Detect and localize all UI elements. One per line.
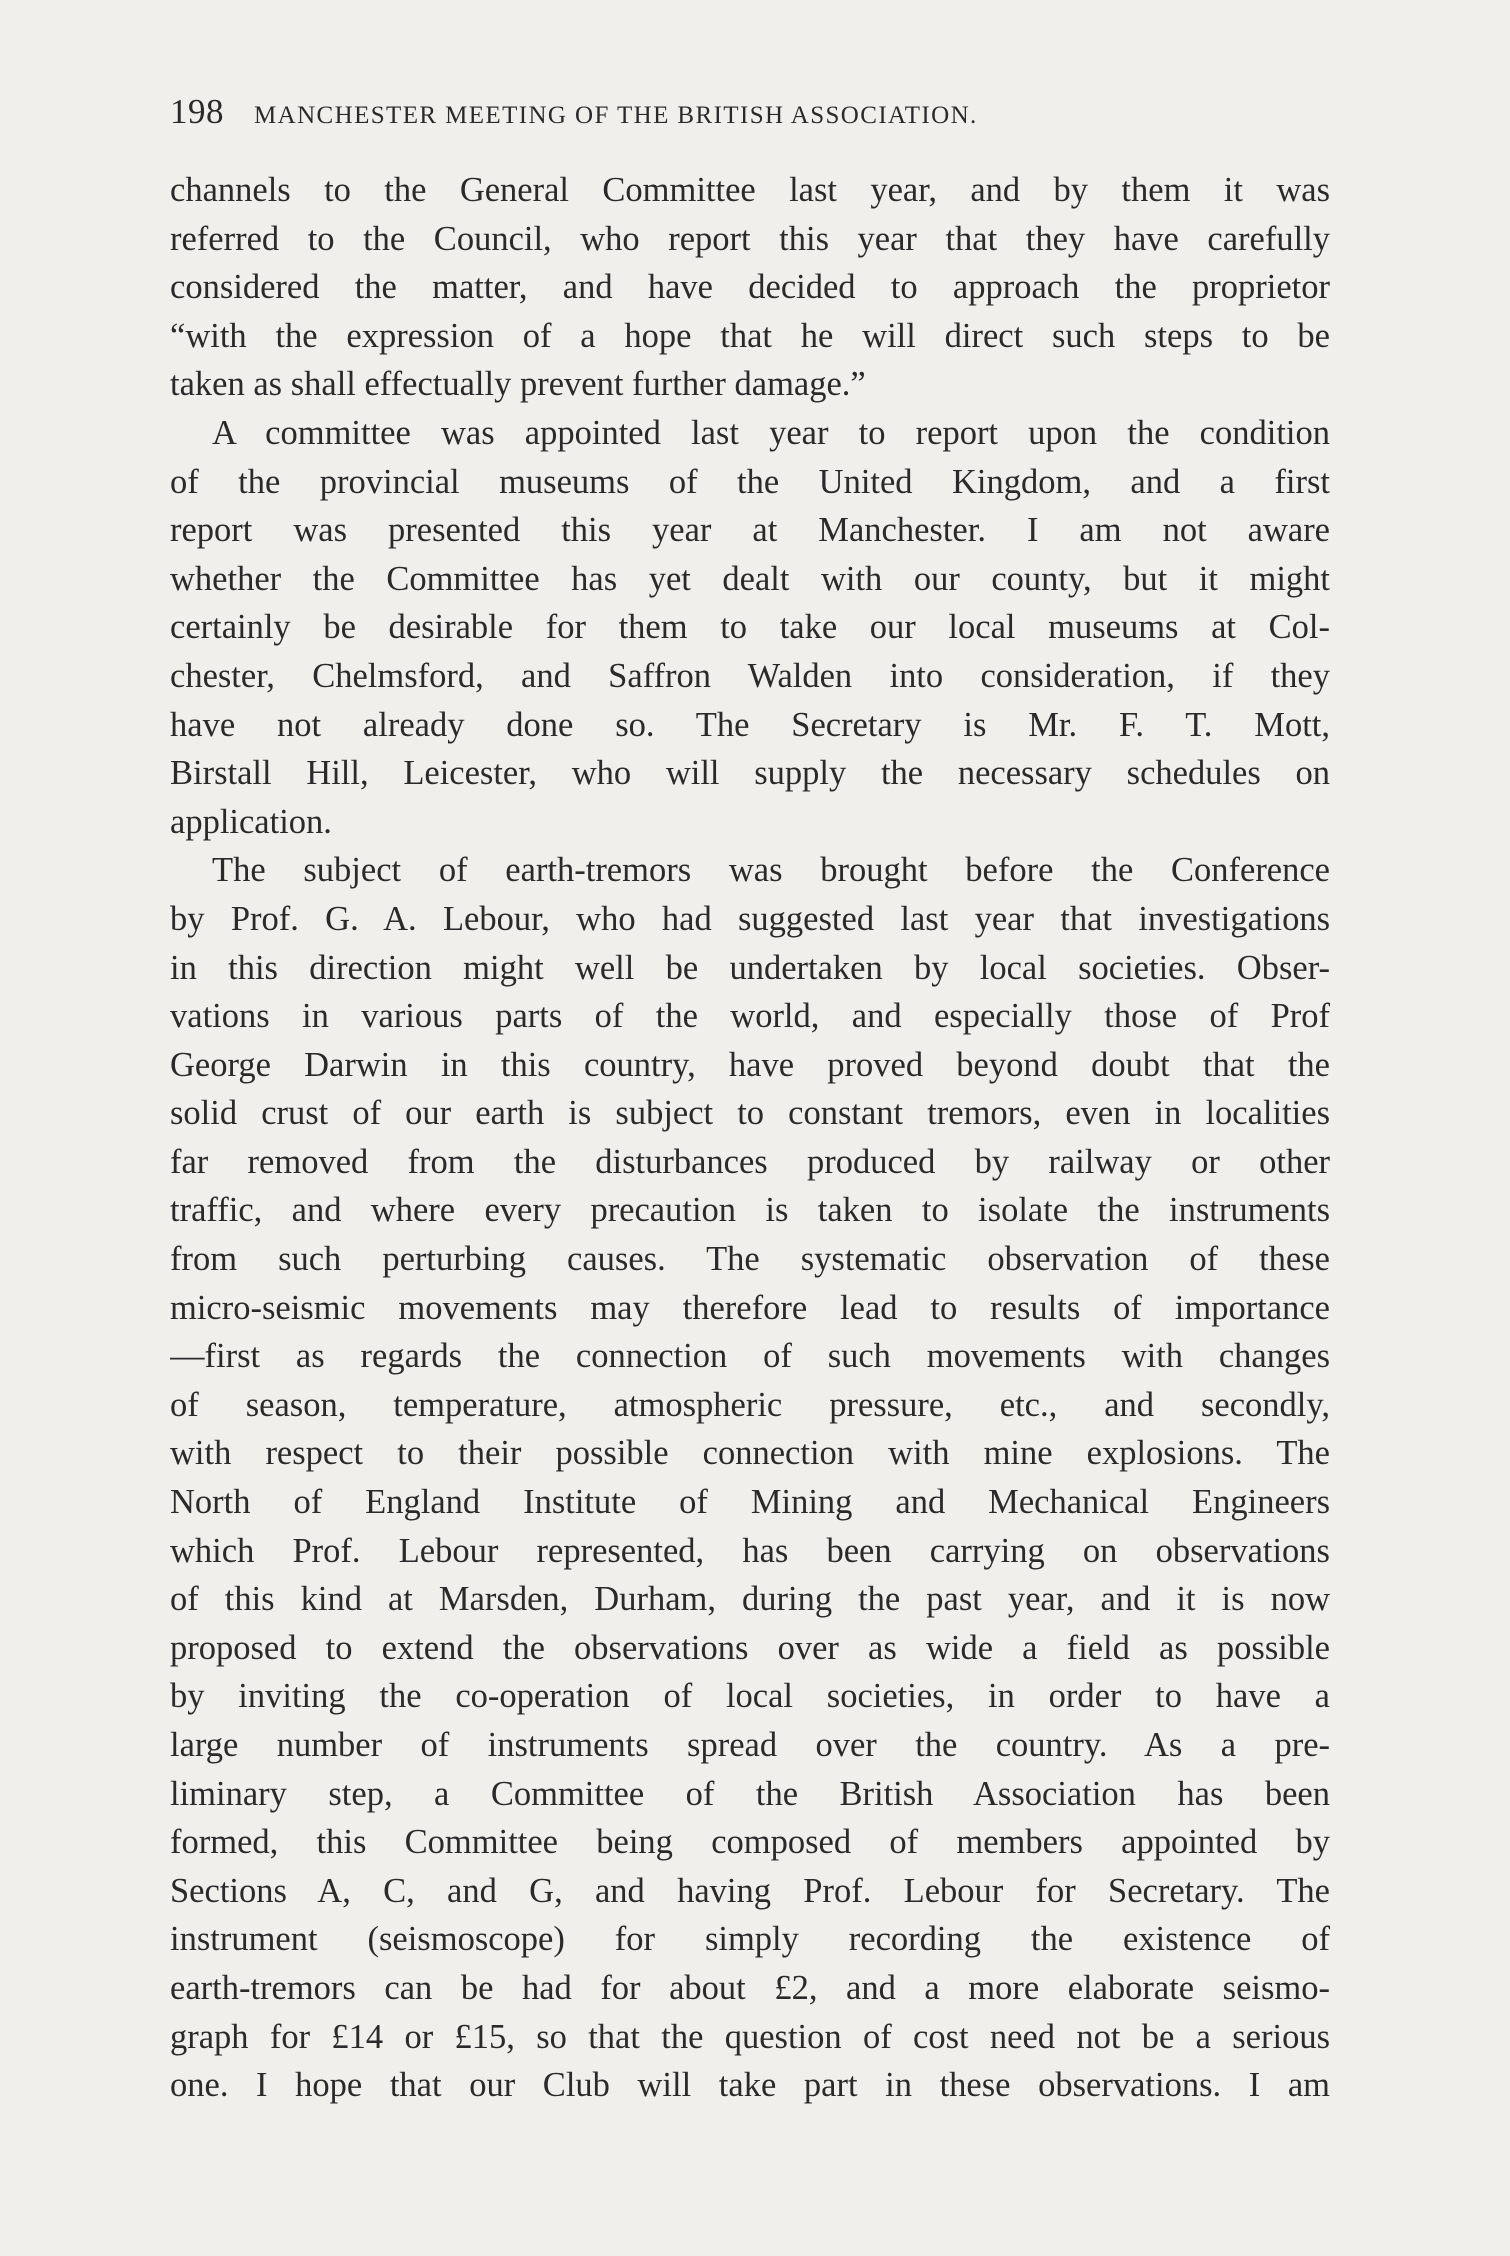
text-line: from such perturbing causes. The systematic observation of these [170, 1240, 1330, 1279]
text-line: with respect to their possible connection with mine explosions. The [170, 1434, 1330, 1473]
text-line: —first as regards the connection of such movements with changes [170, 1337, 1330, 1376]
text-line: chester, Chelmsford, and Saffron Walden into consideration, if they [170, 656, 1330, 695]
text-line: Sections A, C, and G, and having Prof. Lebour for Secretary. The [170, 1871, 1330, 1910]
text-line: considered the matter, and have decided to approach the proprietor [170, 268, 1330, 307]
text-line: George Darwin in this country, have proved beyond doubt that the [170, 1045, 1330, 1084]
text-line: by Prof. G. A. Lebour, who had suggested last year that investigations [170, 899, 1330, 938]
text-line: solid crust of our earth is subject to constant tremors, even in localities [170, 1094, 1330, 1133]
body-text [170, 166, 1330, 2110]
text-line: referred to the Council, who report this year that they have carefully [170, 219, 1330, 258]
text-line: one. I hope that our Club will take part in these observations. I am [170, 2066, 1330, 2105]
text-line: large number of instruments spread over the country. As a pre- [170, 1726, 1330, 1764]
page-header [170, 92, 1330, 132]
text-line: by inviting the co-operation of local societies, in order to have a [170, 1677, 1330, 1716]
text-line: traffic, and where every precaution is taken to isolate the instruments [170, 1191, 1330, 1230]
text-line: liminary step, a Committee of the British Association has been [170, 1774, 1330, 1813]
text-line: in this direction might well be undertaken by local societies. Obser- [170, 948, 1330, 987]
text-line: instrument (seismoscope) for simply recording the existence of [170, 1920, 1330, 1959]
text-line: of season, temperature, atmospheric pressure, etc., and secondly, [170, 1385, 1330, 1424]
text-line: earth-tremors can be had for about £2, and a more elaborate seismo- [170, 1968, 1330, 2007]
text-line: The subject of earth-tremors was brought before the Conference [212, 851, 1330, 890]
text-line: of the provincial museums of the United Kingdom, and a first [170, 462, 1330, 501]
text-line: of this kind at Marsden, Durham, during the past year, and it is now [170, 1580, 1330, 1619]
running-head: MANCHESTER MEETING OF THE BRITISH ASSOCIATION. [254, 102, 978, 129]
page-number: 198 [170, 92, 224, 131]
text-line: have not already done so. The Secretary is Mr. F. T. Mott, [170, 705, 1330, 744]
text-line: North of England Institute of Mining and Mechanical Engineers [170, 1483, 1330, 1522]
text-line: formed, this Committee being composed of members appointed by [170, 1823, 1330, 1862]
text-line: micro-seismic movements may therefore lead to results of importance [170, 1288, 1330, 1327]
text-line: vations in various parts of the world, and especially those of Prof [170, 997, 1330, 1036]
text-line: application. [170, 802, 332, 841]
text-line: taken as shall effectually prevent further damage.” [170, 365, 866, 404]
text-line: far removed from the disturbances produced by railway or other [170, 1142, 1330, 1181]
text-line: channels to the General Committee last year, and by them it was [170, 171, 1330, 209]
text-line: “with the expression of a hope that he will direct such steps to be [170, 316, 1330, 355]
text-line: which Prof. Lebour represented, has been carrying on observations [170, 1531, 1330, 1570]
text-line: whether the Committee has yet dealt with our county, but it might [170, 559, 1330, 598]
text-line: report was presented this year at Manchester. I am not aware [170, 511, 1330, 550]
text-line: certainly be desirable for them to take our local museums at Col- [170, 608, 1330, 647]
text-line: proposed to extend the observations over as wide a field as possible [170, 1628, 1330, 1667]
text-line: graph for £14 or £15, so that the question of cost need not be a serious [170, 2017, 1330, 2056]
text-line: Birstall Hill, Leicester, who will supply the necessary schedules on [170, 754, 1330, 793]
text-line: A committee was appointed last year to report upon the condition [212, 413, 1330, 452]
